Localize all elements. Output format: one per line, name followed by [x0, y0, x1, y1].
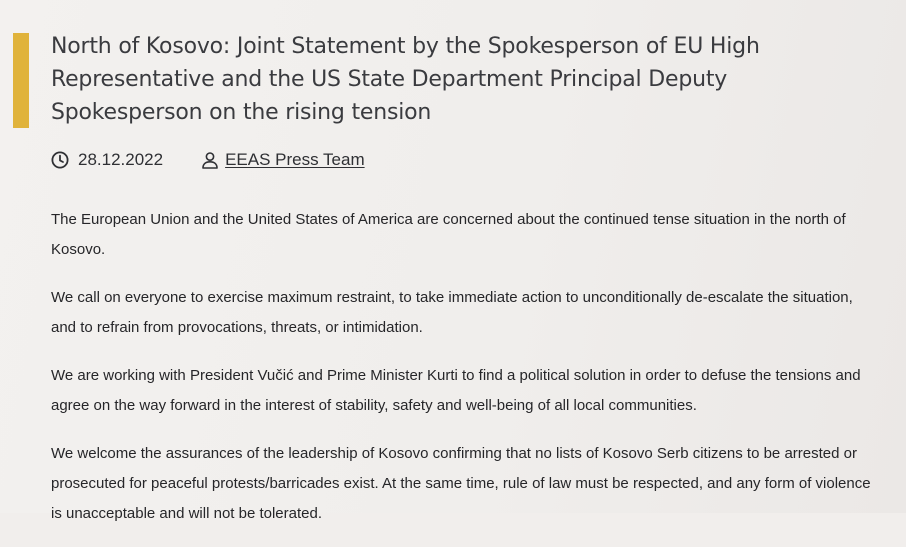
body-paragraph: We welcome the assurances of the leadership of Kosovo confirming that no lists of Kosovo Serb citizens to be arrested or prosecuted for peaceful protests/barricades exist. At the same time, rule of law must be respected, and any form of violence is unacceptable and will not be tolerated.	[51, 445, 871, 522]
clock-icon	[51, 151, 69, 169]
author-link[interactable]: EEAS Press Team	[225, 150, 365, 169]
body-paragraph: We are working with President Vučić and Prime Minister Kurti to find a political solution in order to defuse the tensions and agree on the way forward in the interest of stability, safety and well-being of all local communities.	[51, 367, 861, 414]
article-date	[51, 150, 163, 170]
date-text: 28.12.2022	[78, 150, 164, 169]
article-title: North of Kosovo: Joint Statement by the Spokesperson of EU High Representative and the US State Department Principal Deputy Spokesperson on the rising tension	[51, 34, 760, 125]
article-body	[51, 205, 871, 547]
article-meta	[51, 148, 365, 172]
body-paragraph: We call on everyone to exercise maximum restraint, to take immediate action to unconditionally de-escalate the situation, and to refrain from provocations, threats, or intimidation.	[51, 289, 853, 336]
person-icon	[201, 151, 219, 169]
title-accent-bar	[13, 33, 29, 128]
body-paragraph: The European Union and the United States of America are concerned about the continued tense situation in the north of Kosovo.	[51, 211, 846, 258]
article-author	[201, 150, 365, 170]
